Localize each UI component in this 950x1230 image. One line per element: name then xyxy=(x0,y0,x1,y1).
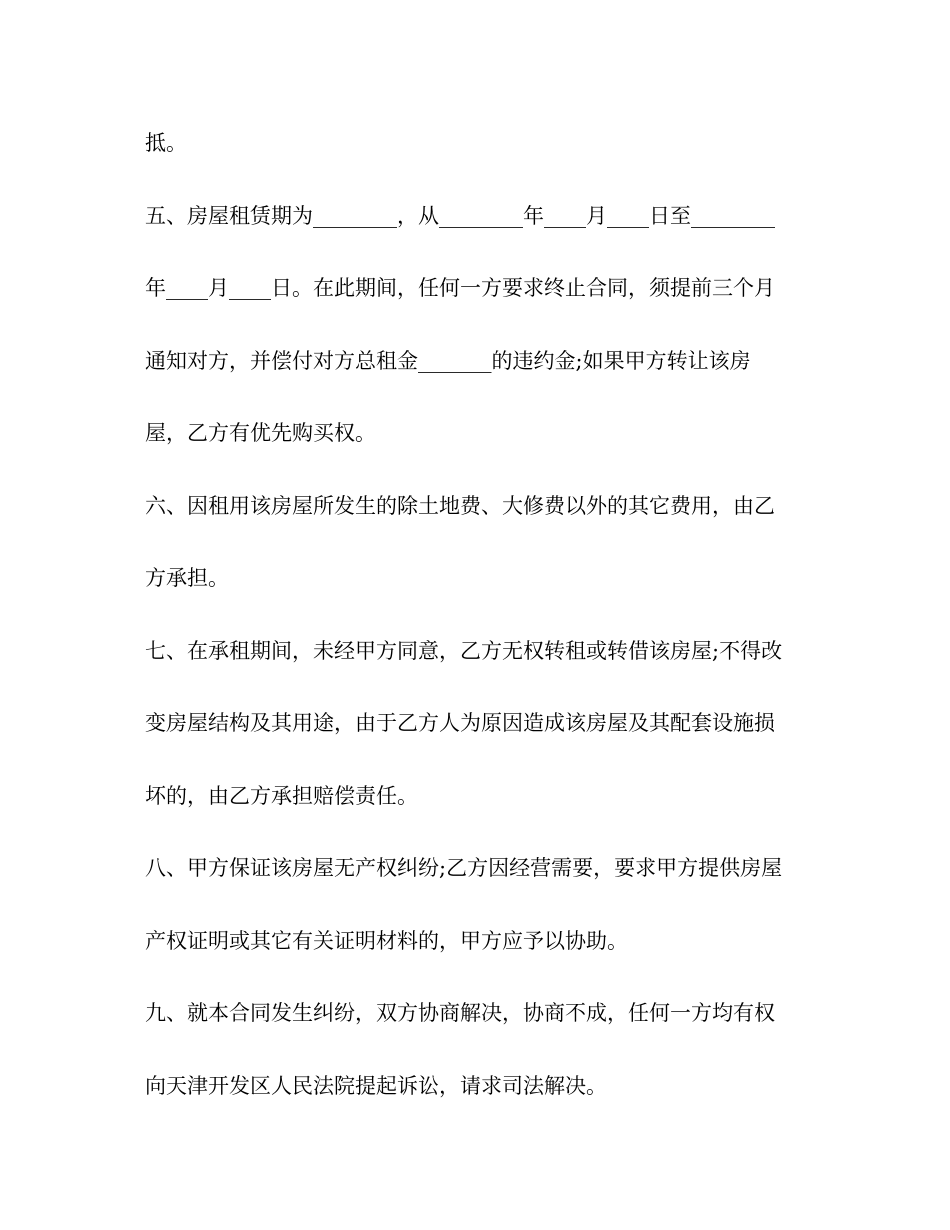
text-line: 七、在承租期间，未经甲方同意，乙方无权转租或转借该房屋;不得改 xyxy=(145,639,783,663)
text-line: 变房屋结构及其用途，由于乙方人为原因造成该房屋及其配套设施损 xyxy=(145,711,775,735)
text-line: 向天津开发区人民法院提起诉讼，请求司法解决。 xyxy=(145,1074,607,1098)
text-line: 八、甲方保证该房屋无产权纠纷;乙方因经营需要，要求甲方提供房屋 xyxy=(145,856,783,880)
text-line: 坏的，由乙方承担赔偿责任。 xyxy=(145,784,418,808)
text-line: 产权证明或其它有关证明材料的，甲方应予以协助。 xyxy=(145,929,628,953)
text-line: 九、就本合同发生纠纷，双方协商解决，协商不成，任何一方均有权 xyxy=(145,1001,775,1025)
text-line: 抵。 xyxy=(145,131,187,155)
text-line: 屋，乙方有优先购买权。 xyxy=(145,421,376,445)
text-line: 年____月____日。在此期间，任何一方要求终止合同，须提前三个月 xyxy=(145,276,775,300)
text-line: 五、房屋租赁期为________，从________年____月____日至________ xyxy=(145,204,775,228)
text-line: 六、因租用该房屋所发生的除土地费、大修费以外的其它费用，由乙 xyxy=(145,494,775,518)
text-line: 方承担。 xyxy=(145,566,229,590)
text-line: 通知对方，并偿付对方总租金_______的违约金;如果甲方转让该房 xyxy=(145,349,751,373)
